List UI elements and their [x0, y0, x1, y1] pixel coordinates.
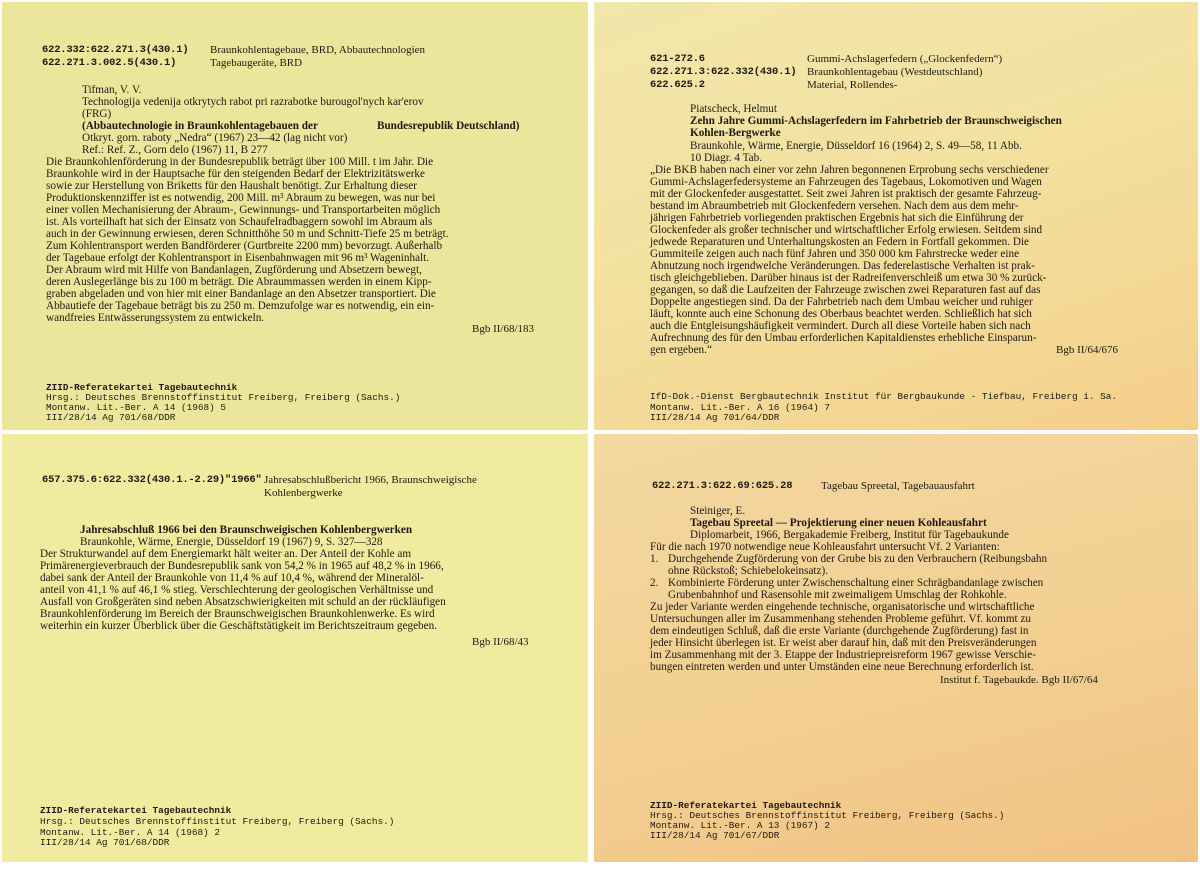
abstract-line: graben abgeladen und von hier mit einer Bandanlage an den Absetzer transportiert. Die: [46, 288, 436, 300]
abstract-line: jährigen Fahrbetrieb vorliegenden praktischen Ergebnis hat sich die Einführung der: [650, 212, 1024, 224]
abstract-line: auch in der Gewinnung erwiesen, deren Schnitthöhe 50 m und Schnitt-Tiefe 25 m beträgt.: [46, 228, 449, 240]
title-line: Zehn Jahre Gummi-Achslagerfedern im Fahrbetrieb der Braunschweigischen: [690, 115, 1062, 127]
footer-line: Montanw. Lit.-Ber. A 16 (1964) 7: [650, 402, 831, 413]
abstract-line: läuft, konnte auch eine Schonung des Oberbaus beachtet werden. Schließlich hat sich: [650, 308, 1032, 320]
abstract-line: Abbautiefe der Tagebaue beträgt bis zu 250 m. Demzufolge war es notwendig, ein ein-: [46, 300, 435, 312]
abstract-line: wandfreies Entwässerungssystem zu entwickeln.: [46, 312, 265, 324]
title-line: Jahresabschluß 1966 bei den Braunschweigischen Kohlenbergwerken: [80, 524, 413, 536]
abstract-line: sowie zur Herstellung von Briketts für den Haushalt benötigt. Zur Erhaltung dieser: [46, 180, 417, 192]
title-line: Tagebau Spreetal — Projektierung einer neuen Kohleausfahrt: [690, 517, 987, 529]
abstract-line: Glockenfeder als großer technischer und wirtschaftlicher Erfolg erwiesen. Seitdem sind: [650, 224, 1043, 236]
abstract-line: im Zusammenhang mit der 3. Etappe der Industriepreisreform 1967 gewisse Verschie-: [650, 649, 1036, 661]
subject-heading: Kohlenbergwerke: [264, 487, 343, 499]
class-code: 622.271.3:622.332(430.1): [650, 66, 797, 78]
abstract-line: jeder Hinsicht überlegen ist. Er weist aber darauf hin, daß mit den Preisveränderungen: [650, 637, 1037, 649]
subject-heading: Gummi-Achslagerfedern („Glockenfedern“): [807, 53, 1003, 65]
abstract-line: auch die Entgleisungshäufigkeit vermindert. Durch all diese Vorteile haben sich nach: [650, 320, 1031, 332]
list-item-line: Grubenbahnhof und Rasensohle mit zweimaligem Umschlag der Rohkohle.: [668, 589, 1007, 601]
subject-heading: Braunkohlentagebau (Westdeutschland): [807, 66, 983, 78]
class-code: 622.332:622.271.3(430.1): [42, 44, 189, 56]
footer-line: Hrsg.: Deutsches Brennstoffinstitut Freiberg, Freiberg (Sachs.): [40, 816, 395, 827]
abstract-line: Produktionskennziffer ist es notwendig, 200 Mill. m³ Abraum zu bewegen, was nur bei: [46, 192, 436, 204]
source-line: Braunkohle, Wärme, Energie, Düsseldorf 16 (1964) 2, S. 49—58, 11 Abb.: [690, 140, 1022, 152]
abstract-line: der Tagebaue erfolgt der Kohlentransport in Eisenbahnwagen mit 96 m³ Wageninhalt.: [46, 252, 430, 264]
subject-heading: Tagebaugeräte, BRD: [210, 57, 303, 69]
footer-line: ZIID-Referatekartei Tagebautechnik: [40, 805, 232, 816]
abstract-line: dem eindeutigen Schluß, daß die erste Variante (durchgehende Zugförderung) fast in: [650, 625, 1029, 637]
abstract-line: Zum Kohlentransport werden Bandförderer (Gurtbreite 2200 mm) bevorzugt. Außerhalb: [46, 240, 443, 252]
abstract-line: Aufrechnung des für den Umbau erforderlichen Kapitaldienstes erhebliche Einsparun-: [650, 332, 1037, 344]
list-item-line: ohne Rückstoß; Schiebelokeinsatz).: [668, 565, 829, 577]
abstract-line: Ausfall von Großgeräten sind neben Absatzschwierigkeiten mit schuld an der rückläufigen: [40, 596, 446, 608]
abstract-line: einer vollen Mechanisierung der Abraum-, Gewinnungs- und Transportarbeiten möglich: [46, 204, 441, 216]
subject-heading: Tagebau Spreetal, Tagebauausfahrt: [821, 480, 975, 492]
abstract-line: Doppelte angestiegen sind. Da der Fahrbetrieb nach dem Umbau weicher und ruhiger: [650, 296, 1033, 308]
abstract-line: weiterhin ein kurzer Überblick über die Geschäftstätigkeit im Berichtszeitraum gegeben.: [40, 620, 438, 632]
class-code: 657.375.6:622.332(430.1.-2.29)"1966": [42, 474, 262, 486]
class-code: 622.625.2: [650, 79, 705, 91]
footer-line: Montanw. Lit.-Ber. A 14 (1968) 5: [46, 402, 227, 413]
source-line: Braunkohle, Wärme, Energie, Düsseldorf 19 (1967) 9, S. 327—328: [80, 536, 383, 548]
subject-heading: Material, Rollendes-: [807, 79, 898, 91]
abstract-line: deren Auslegerlänge bis zu 100 m beträgt. Die Abraummassen werden in einem Kipp-: [46, 276, 432, 288]
abstract-line: bestand im Abraumbetrieb mit Glockenfedern versehen. Nach dem aus dem mehr-: [650, 200, 1019, 212]
footer-line: III/28/14 Ag 701/68/DDR: [40, 837, 170, 848]
abstract-line: Braunkohle wird in der Hauptsache für den steigenden Bedarf der Elektrizitätswerke: [46, 168, 425, 180]
author: Piatscheck, Helmut: [690, 103, 777, 115]
author: Steiniger, E.: [690, 505, 746, 517]
abstract-line: gen ergeben.“: [650, 344, 712, 356]
source-line: 10 Diagr. 4 Tab.: [690, 152, 763, 164]
footer-line: III/28/14 Ag 701/67/DDR: [650, 830, 780, 841]
footer-line: Hrsg.: Deutsches Brennstoffinstitut Freiberg, Freiberg (Sachs.): [46, 392, 401, 403]
footer-line: ZIID-Referatekartei Tagebautechnik: [650, 800, 842, 811]
footer-line: ZIID-Referatekartei Tagebautechnik: [46, 382, 238, 393]
list-item-line: Durchgehende Zugförderung von der Grube bis zu den Verbrauchern (Reibungsbahn: [668, 553, 1048, 565]
list-number: 1.: [650, 553, 659, 565]
title-de-line: (Abbautechnologie in Braunkohlentagebauen der: [82, 120, 318, 132]
footer-line: Montanw. Lit.-Ber. A 13 (1967) 2: [650, 820, 831, 831]
source-line: Ref.: Ref. Z., Gorn delo (1967) 11, B 277: [82, 144, 268, 156]
abstract-line: dabei sank der Anteil der Braunkohle von 11,4 % auf 10,4 %, während der Mineralöl-: [40, 572, 424, 584]
abstract-line: Der Strukturwandel auf dem Energiemarkt hält weiter an. Der Anteil der Kohle am: [40, 548, 412, 560]
subject-heading: Braunkohlentagebaue, BRD, Abbautechnologien: [210, 44, 426, 56]
abstract-line: bungen eintreten werden und unter Umständen eine neue Berechnung erforderlich ist.: [650, 661, 1034, 673]
intro-line: Für die nach 1970 notwendige neue Kohleausfahrt untersucht Vf. 2 Varianten:: [650, 541, 1000, 553]
source-line: Diplomarbeit, 1966, Bergakademie Freiberg, Institut für Tagebaukunde: [690, 529, 1009, 541]
list-item-line: Kombinierte Förderung unter Zwischenschaltung einer Schrägbandanlage zwischen: [668, 577, 1044, 589]
abstract-line: Gummi-Achslagerfedersysteme an Fahrzeugen des Tagebaus, Lokomotiven und Wagen: [650, 176, 1042, 188]
abstract-line: tisch gleichgeblieben. Darüber hinaus ist der Radreifenverschleiß um etwa 30 % zurück-: [650, 272, 1047, 284]
abstract-line: Zu jeder Variante werden eingehende technische, organisatorische und wirtschaftliche: [650, 601, 1035, 613]
class-code: 622.271.3:622.69:625.28: [652, 480, 793, 492]
abstract-line: anteil von 41,1 % auf 46,1 % stieg. Verschlechterung der geologischen Verhältnisse und: [40, 584, 434, 596]
footer-line: Hrsg.: Deutsches Brennstoffinstitut Freiberg, Freiberg (Sachs.): [650, 810, 1005, 821]
card-top-left: [2, 2, 588, 430]
bgb-reference: Bgb II/64/676: [1056, 344, 1119, 356]
footer-line: IfD-Dok.-Dienst Bergbautechnik Institut für Bergbaukunde - Tiefbau, Freiberg i. Sa.: [650, 391, 1117, 402]
title-line: Technologija vedenija otkrytych rabot pri razrabotke burougol'nych kar'erov: [82, 96, 424, 108]
abstract-line: mit der Glockenfeder ausgestattet. Seit zwei Jahren ist praktisch der gesamte Fahrzeug-: [650, 188, 1042, 200]
title-de-line: Bundesrepublik Deutschland): [377, 120, 520, 132]
abstract-line: Primärenergieverbrauch der Bundesrepublik sank von 54,2 % in 1965 auf 48,2 % in 1966,: [40, 560, 444, 572]
abstract-line: Die Braunkohlenförderung in der Bundesrepublik beträgt über 100 Mill. t im Jahr. Die: [46, 156, 434, 168]
card-top-right: [594, 2, 1198, 430]
bgb-reference: Bgb II/68/183: [472, 323, 535, 335]
footer-line: III/28/14 Ag 701/64/DDR: [650, 412, 780, 423]
title-line: (FRG): [82, 108, 112, 120]
bgb-reference: Bgb II/68/43: [472, 636, 529, 648]
card-bottom-left: [2, 434, 588, 862]
abstract-line: Der Abraum wird mit Hilfe von Bandanlagen, Zugförderung und Absetzern bewegt,: [46, 264, 422, 276]
abstract-line: Braunkohlenförderung im Bereich der Braunschweigischen Braunkohlenwerke. Es wird: [40, 608, 435, 620]
footer-line: III/28/14 Ag 701/68/DDR: [46, 412, 176, 423]
class-code: 621-272.6: [650, 53, 705, 65]
abstract-line: jedwede Reparaturen und Unterhaltungskosten an Federn in Fortfall gekommen. Die: [650, 236, 1030, 248]
title-line: Kohlen-Bergwerke: [690, 127, 781, 139]
list-number: 2.: [650, 577, 659, 589]
abstract-line: „Die BKB haben nach einer vor zehn Jahren begonnenen Erprobung sechs verschiedener: [650, 164, 1049, 176]
bgb-reference: Institut f. Tagebaukde. Bgb II/67/64: [940, 674, 1098, 686]
abstract-line: Gummiteile zeigen auch nach fünf Jahren und 350 000 km Fahrstrecke weder eine: [650, 248, 1020, 260]
abstract-line: ist. Als vorteilhaft hat sich der Einsatz von Schaufelradbaggern sowohl im Abraum als: [46, 216, 433, 228]
source-line: Otkryt. gorn. raboty „Nedra“ (1967) 23—42 (lag nicht vor): [82, 132, 348, 144]
footer-line: Montanw. Lit.-Ber. A 14 (1968) 2: [40, 827, 221, 838]
abstract-line: Untersuchungen aller im Zusammenhang stehenden Probleme geführt. Vf. kommt zu: [650, 613, 1032, 625]
card-bottom-right: [594, 434, 1198, 862]
abstract-line: Abnutzung noch irgendwelche Veränderungen. Das federelastische Verhalten ist prak-: [650, 260, 1035, 272]
author: Tifman, V. V.: [82, 84, 142, 96]
abstract-line: gegangen, so daß die Laufzeiten der Fahrzeuge zwischen zwei Reparaturen fast auf das: [650, 284, 1041, 296]
class-code: 622.271.3.002.5(430.1): [42, 57, 177, 69]
subject-heading: Jahresabschlußbericht 1966, Braunschweigische: [264, 474, 477, 486]
